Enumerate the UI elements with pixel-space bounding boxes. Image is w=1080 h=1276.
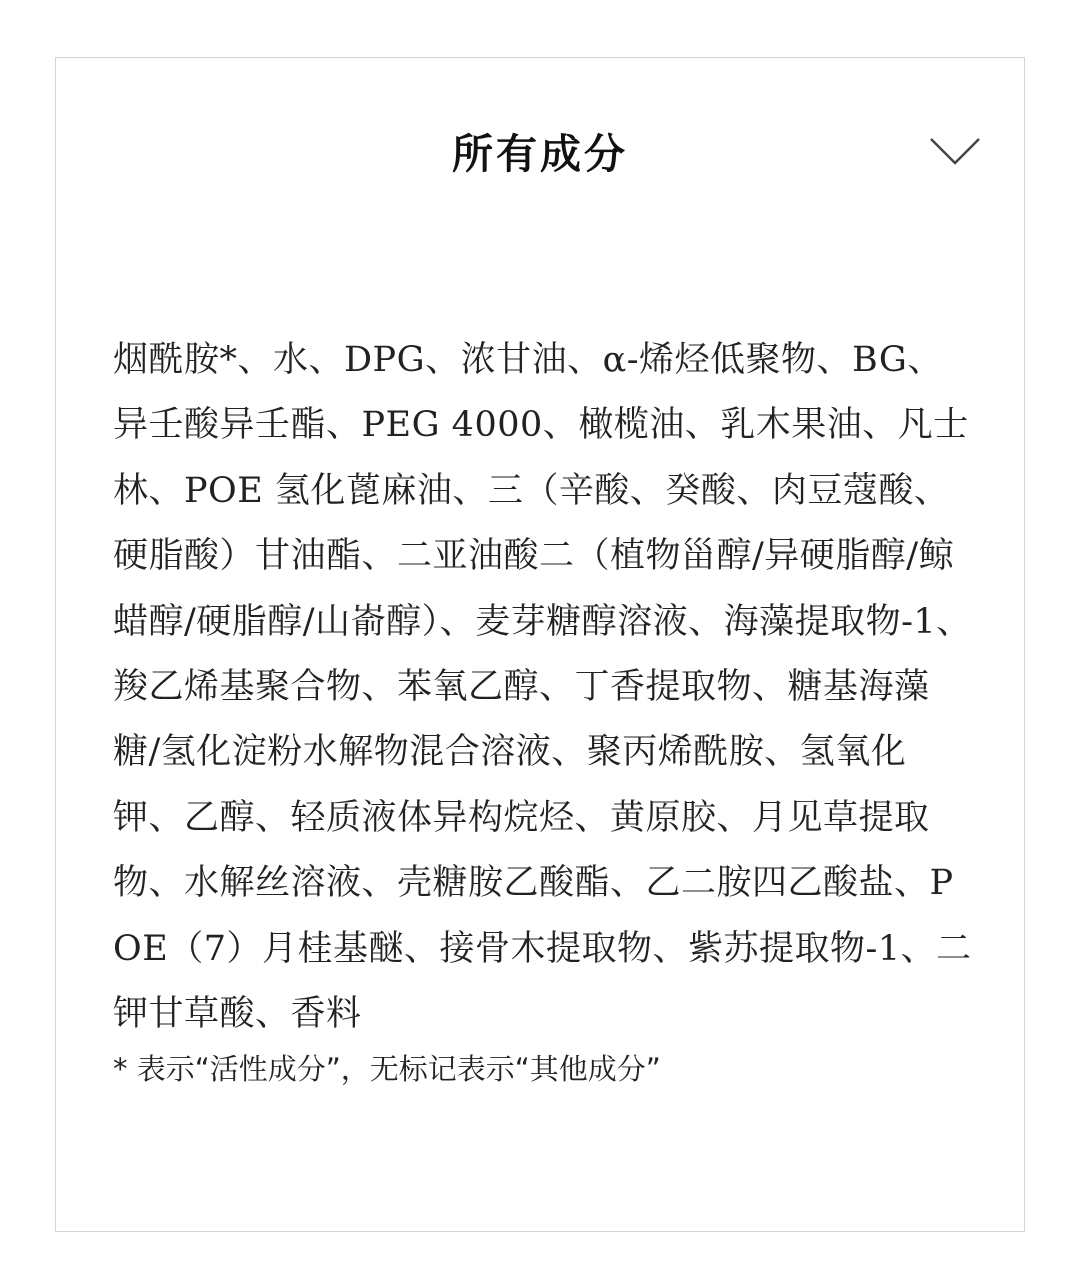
- chevron-down-icon: [929, 136, 981, 170]
- ingredients-list: 烟酰胺*、水、DPG、浓甘油、α-烯烃低聚物、BG、异壬酸异壬酯、PEG 4000、橄榄油、乳木果油、凡士林、POE 氢化蓖麻油、三（辛酸、癸酸、肉豆蔻酸、硬脂酸）甘油酯、二亚油酸二（植物甾醇/异硬脂醇/鲸蜡醇/硬脂醇/山嵛醇）、麦芽糖醇溶液、海藻提取物-1、羧乙烯基聚合物、苯氧乙醇、丁香提取物、糖基海藻糖/氢化淀粉水解物混合溶液、聚丙烯酰胺、氢氧化钾、乙醇、轻质液体异构烷烃、黄原胶、月见草提取物、水解丝溶液、壳糖胺乙酸酯、乙二胺四乙酸盐、POE（7）月桂基醚、接骨木提取物、紫苏提取物-1、二钾甘草酸、香料: [113, 340, 972, 1035]
- ingredients-panel: [55, 57, 1025, 1232]
- panel-body: [113, 328, 975, 1091]
- collapse-toggle-button[interactable]: [924, 130, 986, 176]
- footnote: * 表示“活性成分”，无标记表示“其他成分”: [113, 1052, 661, 1087]
- panel-header[interactable]: [56, 58, 1024, 258]
- section-title: 所有成分: [452, 130, 628, 178]
